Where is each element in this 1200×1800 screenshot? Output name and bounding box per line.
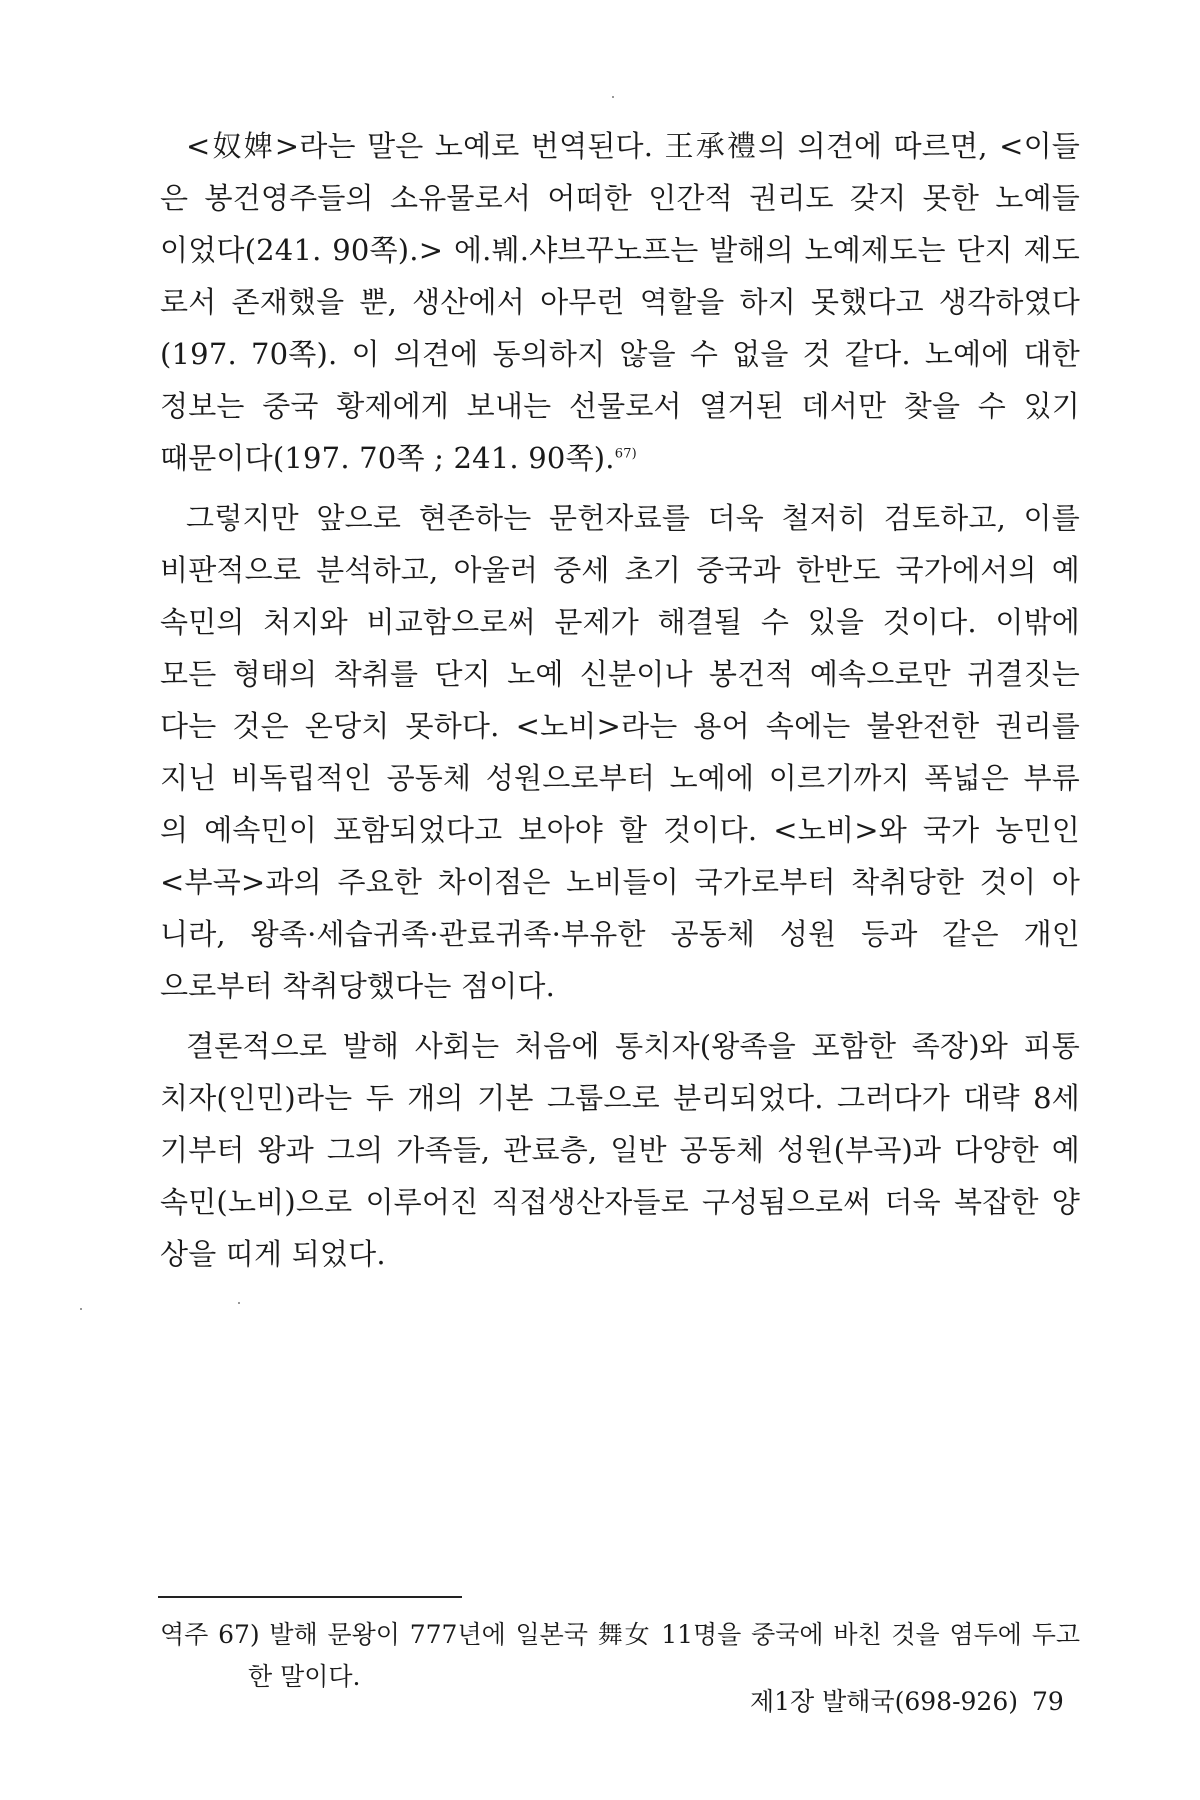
text-line: 치자(인민)라는 두 개의 기본 그룹으로 분리되었다. 그러다가 대략 8세 <box>160 1081 1080 1115</box>
text-line: 속민(노비)으로 이루어진 직접생산자들로 구성됨으로써 더욱 복잡한 양 <box>160 1185 1080 1219</box>
scan-speck <box>80 1308 82 1310</box>
footnote-line: 한 말이다. <box>248 1662 361 1691</box>
text-line: 모든 형태의 착취를 단지 노예 신분이나 봉건적 예속으로만 귀결짓는 <box>160 657 1080 691</box>
footnote-line: 역주 67) 발해 문왕이 777년에 일본국 舞女 11명을 중국에 바친 것을 염두에 두고 <box>160 1620 1080 1649</box>
scan-speck <box>612 96 614 98</box>
text-line: 상을 띠게 되었다. <box>160 1237 386 1271</box>
text-line: 비판적으로 분석하고, 아울러 중세 초기 중국과 한반도 국가에서의 예 <box>160 553 1080 587</box>
running-footer <box>750 1682 1064 1722</box>
text-line: 정보는 중국 황제에게 보내는 선물로서 열거된 데서만 찾을 수 있기 <box>160 389 1080 423</box>
text-line <box>160 432 1080 484</box>
text-line: 지닌 비독립적인 공동체 성원으로부터 노예에 이르기까지 폭넓은 부류 <box>160 761 1080 795</box>
text-line: 로서 존재했을 뿐, 생산에서 아무런 역할을 하지 못했다고 생각하였다 <box>160 285 1080 319</box>
text-line: 이었다(241. 90쪽).> 에.붸.샤브꾸노프는 발해의 노예제도는 단지 제도 <box>160 233 1080 267</box>
footnote-divider <box>158 1596 462 1598</box>
paragraph-1 <box>160 120 1080 484</box>
text-line: 니라, 왕족·세습귀족·관료귀족·부유한 공동체 성원 등과 같은 개인 <box>160 917 1080 951</box>
text-line: <부곡>과의 주요한 차이점은 노비들이 국가로부터 착취당한 것이 아 <box>160 865 1080 899</box>
text-line: 은 봉건영주들의 소유물로서 어떠한 인간적 권리도 갖지 못한 노예들 <box>160 181 1080 215</box>
text-line: 기부터 왕과 그의 가족들, 관료층, 일반 공동체 성원(부곡)과 다양한 예 <box>160 1133 1080 1167</box>
text-line: 다는 것은 온당치 못하다. <노비>라는 용어 속에는 불완전한 권리를 <box>160 709 1080 743</box>
footnote-reference[interactable]: 67) <box>614 446 637 462</box>
paragraph-2 <box>160 492 1080 1012</box>
text-line: 속민의 처지와 비교함으로써 문제가 해결될 수 있을 것이다. 이밖에 <box>160 605 1080 639</box>
text-line: 결론적으로 발해 사회는 처음에 통치자(왕족을 포함한 족장)와 피통 <box>186 1029 1080 1063</box>
text-line: (197. 70쪽). 이 의견에 동의하지 않을 수 없을 것 같다. 노예에 대한 <box>160 337 1080 371</box>
paragraph-3 <box>160 1020 1080 1280</box>
scan-speck <box>238 1302 240 1304</box>
running-title: 제1장 발해국(698-926) <box>750 1687 1018 1716</box>
page-number: 79 <box>1032 1687 1064 1716</box>
text-line: <奴婢>라는 말은 노예로 번역된다. 王承禮의 의견에 따르면, <이들 <box>186 129 1080 163</box>
text-line: 그렇지만 앞으로 현존하는 문헌자료를 더욱 철저히 검토하고, 이를 <box>186 501 1080 535</box>
text-line: 의 예속민이 포함되었다고 보아야 할 것이다. <노비>와 국가 농민인 <box>160 813 1080 847</box>
text-line-content: 때문이다(197. 70쪽 ; 241. 90쪽). <box>160 441 615 475</box>
text-line: 으로부터 착취당했다는 점이다. <box>160 969 556 1003</box>
body-text <box>160 120 1080 1280</box>
